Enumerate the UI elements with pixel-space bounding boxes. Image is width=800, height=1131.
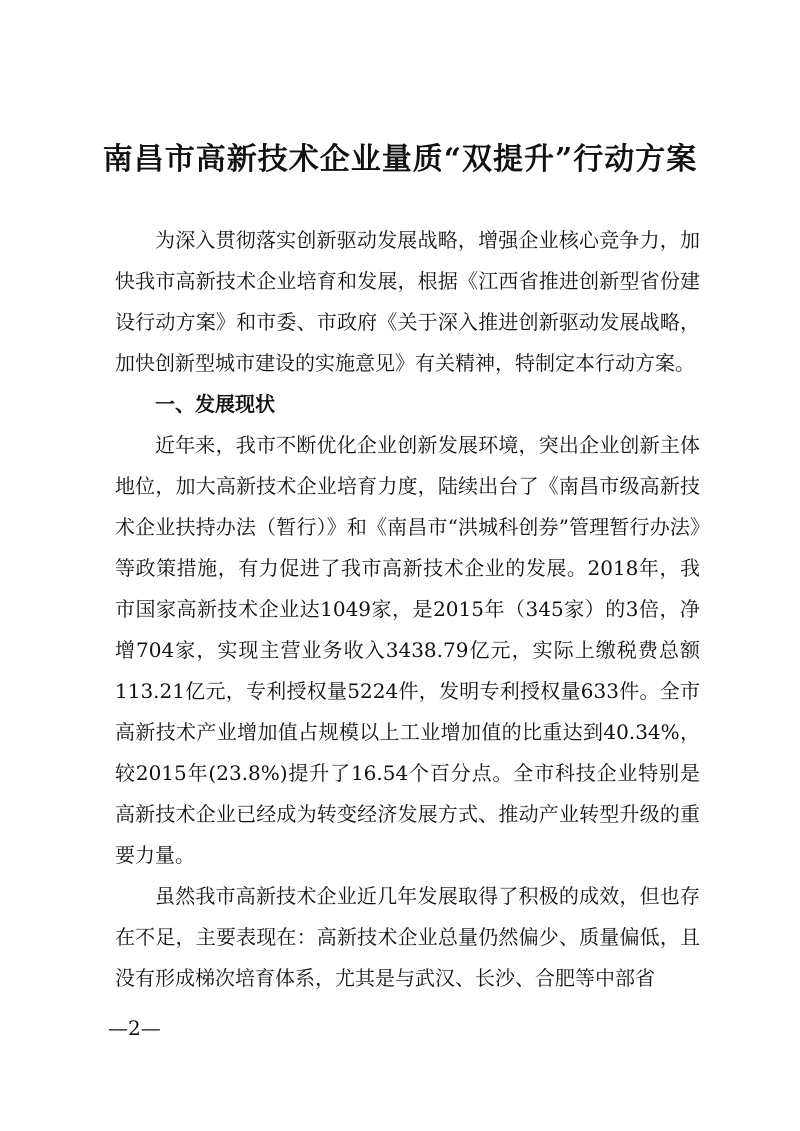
section-paragraph-2: 虽然我市高新技术企业近几年发展取得了积极的成效，但也存在不足，主要表现在：高新技术企业总量仍然偏少、质量偏低，且没有形成梯次培育体系，尤其是与武汉、长沙、合肥等中部省 [115, 884, 700, 990]
document-title: 南昌市高新技术企业量质“双提升”行动方案 [102, 142, 698, 177]
section-heading-development-status: 一、发展现状 [155, 392, 275, 416]
intro-paragraph: 为深入贯彻落实创新驱动发展战略，增强企业核心竞争力，加快我市高新技术企业培育和发展，根据《江西省推进创新型省份建设行动方案》和市委、市政府《关于深入推进创新驱动发展战略，加快创新型城市建设的实施意见》有关精神，特制定本行动方案。 [115, 228, 700, 375]
page-number: —2— [108, 1016, 161, 1040]
section-paragraph-1: 近年来，我市不断优化企业创新发展环境，突出企业创新主体地位，加大高新技术企业培育力度，陆续出台了《南昌市级高新技术企业扶持办法（暂行）》和《南昌市“洪城科创券”管理暂行办法》等政策措施，有力促进了我市高新技术企业的发展。2018年，我市国家高新技术企业达1049家，是2015年（345家）的3倍，净增704家，实现主营业务收入3438.79亿元，实际上缴税费总额113.21亿元，专利授权量5224件，发明专利授权量633件。全市高新技术产业增加值占规模以上工业增加值的比重达到40.34%，较2015年(23.8%)提升了16.54个百分点。全市科技企业特别是高新技术企业已经成为转变经济发展方式、推动产业转型升级的重要力量。 [115, 433, 700, 867]
document-body [115, 220, 700, 999]
